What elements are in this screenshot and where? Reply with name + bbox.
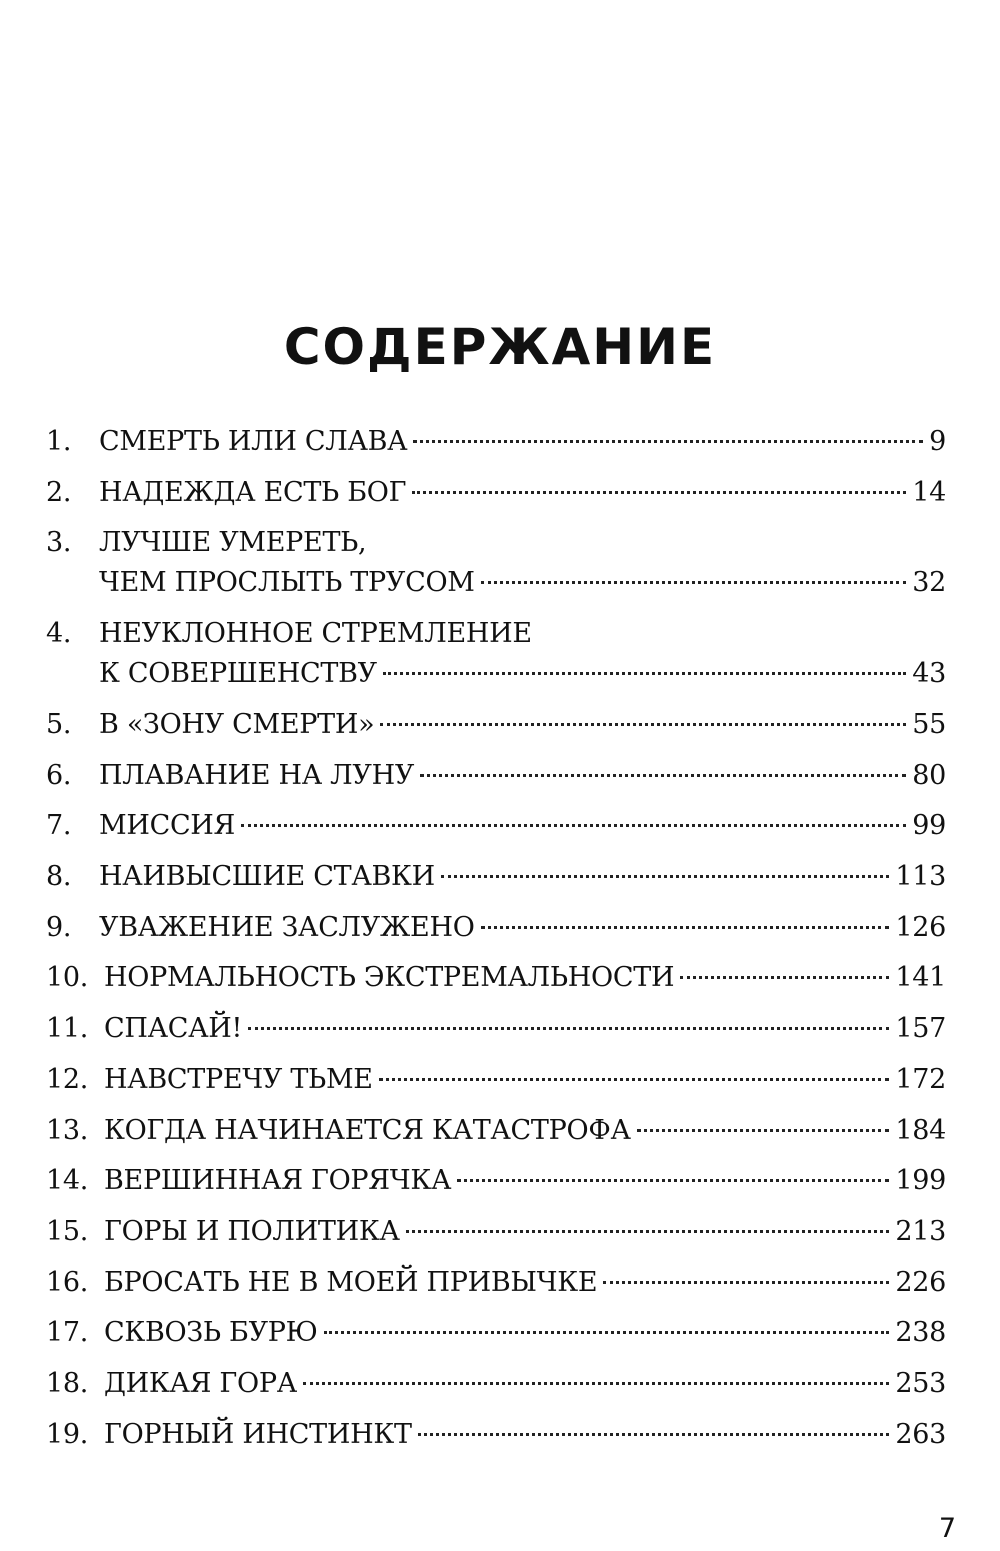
dot-leader	[637, 1129, 890, 1132]
entry-title: МИССИЯ	[99, 810, 236, 841]
toc-entry-7[interactable]	[0, 808, 1000, 844]
dot-leader	[481, 926, 890, 929]
dot-leader	[324, 1331, 890, 1334]
entry-title: БРОСАТЬ НЕ В МОЕЙ ПРИВЫЧКЕ	[104, 1267, 598, 1298]
entry-title: ВЕРШИННАЯ ГОРЯЧКА	[104, 1165, 452, 1196]
toc-entry-16[interactable]	[0, 1265, 1000, 1301]
dot-leader	[420, 774, 906, 777]
entry-title: УВАЖЕНИЕ ЗАСЛУЖЕНО	[99, 912, 475, 943]
toc-entry-11[interactable]	[0, 1011, 1000, 1047]
toc-entry-4-continued[interactable]	[0, 656, 1000, 692]
toc-entry-14[interactable]	[0, 1163, 1000, 1199]
toc-entry-12[interactable]	[0, 1062, 1000, 1098]
entry-page: 99	[912, 810, 946, 841]
dot-leader	[383, 672, 906, 675]
entry-page: 213	[895, 1216, 946, 1247]
entry-page: 55	[912, 709, 946, 740]
entry-page: 263	[895, 1419, 946, 1450]
entry-page: 172	[895, 1064, 946, 1095]
toc-entry-8[interactable]	[0, 859, 1000, 895]
dot-leader	[379, 1078, 890, 1081]
entry-page: 157	[895, 1013, 946, 1044]
entry-page: 253	[895, 1368, 946, 1399]
dot-leader	[380, 723, 906, 726]
toc-entry-10[interactable]	[0, 960, 1000, 996]
entry-number: 7.	[46, 810, 72, 841]
toc-entry-9[interactable]	[0, 910, 1000, 946]
entry-title-continued: К СОВЕРШЕНСТВУ	[99, 658, 377, 689]
dot-leader	[481, 581, 907, 584]
dot-leader	[248, 1027, 889, 1030]
entry-page: 184	[895, 1115, 946, 1146]
toc-entry-6[interactable]	[0, 758, 1000, 794]
dot-leader	[241, 824, 906, 827]
entry-number: 14.	[46, 1165, 89, 1196]
entry-page: 80	[912, 760, 946, 791]
toc-entry-4[interactable]	[0, 616, 1000, 652]
toc-entry-2[interactable]	[0, 475, 1000, 511]
entry-number: 15.	[46, 1216, 89, 1247]
dot-leader	[413, 440, 923, 443]
entry-page: 9	[929, 426, 946, 457]
entry-number: 1.	[46, 426, 72, 457]
entry-number: 13.	[46, 1115, 89, 1146]
entry-title: НАДЕЖДА ЕСТЬ БОГ	[99, 477, 407, 508]
entry-number: 17.	[46, 1317, 89, 1348]
dot-leader	[406, 1230, 890, 1233]
entry-number: 16.	[46, 1267, 89, 1298]
dot-leader	[303, 1382, 890, 1385]
toc-entry-1[interactable]	[0, 424, 1000, 460]
entry-title: ГОРЫ И ПОЛИТИКА	[104, 1216, 400, 1247]
entry-page: 14	[912, 477, 946, 508]
toc-entry-17[interactable]	[0, 1315, 1000, 1351]
entry-title: НАИВЫСШИЕ СТАВКИ	[99, 861, 435, 892]
toc-entry-19[interactable]	[0, 1417, 1000, 1453]
toc-entry-3[interactable]	[0, 525, 1000, 561]
entry-number: 4.	[46, 618, 72, 649]
entry-number: 3.	[46, 527, 72, 558]
entry-page: 32	[912, 567, 946, 598]
entry-number: 12.	[46, 1064, 89, 1095]
entry-number: 19.	[46, 1419, 89, 1450]
entry-page: 43	[912, 658, 946, 689]
page-title: СОДЕРЖАНИЕ	[283, 318, 717, 376]
toc-entry-3-continued[interactable]	[0, 565, 1000, 601]
entry-title: КОГДА НАЧИНАЕТСЯ КАТАСТРОФА	[104, 1115, 631, 1146]
dot-leader	[680, 976, 889, 979]
toc-entry-15[interactable]	[0, 1214, 1000, 1250]
entry-page: 141	[895, 962, 946, 993]
entry-title: НАВСТРЕЧУ ТЬМЕ	[104, 1064, 373, 1095]
toc-entry-13[interactable]	[0, 1113, 1000, 1149]
entry-title: СМЕРТЬ ИЛИ СЛАВА	[99, 426, 408, 457]
entry-page: 126	[895, 912, 946, 943]
dot-leader	[441, 875, 890, 878]
entry-page: 199	[895, 1165, 946, 1196]
dot-leader	[412, 491, 906, 494]
entry-title: НОРМАЛЬНОСТЬ ЭКСТРЕМАЛЬНОСТИ	[104, 962, 675, 993]
entry-title: НЕУКЛОННОЕ СТРЕМЛЕНИЕ	[99, 618, 532, 649]
entry-number: 2.	[46, 477, 72, 508]
entry-number: 11.	[46, 1013, 89, 1044]
entry-title: В «ЗОНУ СМЕРТИ»	[99, 709, 375, 740]
page-number: 7	[938, 1513, 956, 1544]
entry-number: 10.	[46, 962, 89, 993]
entry-title: ГОРНЫЙ ИНСТИНКТ	[104, 1419, 412, 1450]
entry-number: 18.	[46, 1368, 89, 1399]
entry-title: СПАСАЙ!	[104, 1013, 243, 1044]
entry-title-continued: ЧЕМ ПРОСЛЫТЬ ТРУСОМ	[99, 567, 475, 598]
entry-title: ДИКАЯ ГОРА	[104, 1368, 297, 1399]
entry-number: 9.	[46, 912, 72, 943]
entry-number: 8.	[46, 861, 72, 892]
entry-title: ПЛАВАНИЕ НА ЛУНУ	[99, 760, 415, 791]
toc-entry-18[interactable]	[0, 1366, 1000, 1402]
toc-entry-5[interactable]	[0, 707, 1000, 743]
entry-title: ЛУЧШЕ УМЕРЕТЬ,	[99, 527, 367, 558]
entry-page: 113	[895, 861, 946, 892]
entry-page: 238	[895, 1317, 946, 1348]
entry-page: 226	[895, 1267, 946, 1298]
entry-number: 6.	[46, 760, 72, 791]
dot-leader	[603, 1281, 889, 1284]
dot-leader	[457, 1179, 889, 1182]
entry-number: 5.	[46, 709, 72, 740]
dot-leader	[418, 1433, 890, 1436]
entry-title: СКВОЗЬ БУРЮ	[104, 1317, 318, 1348]
